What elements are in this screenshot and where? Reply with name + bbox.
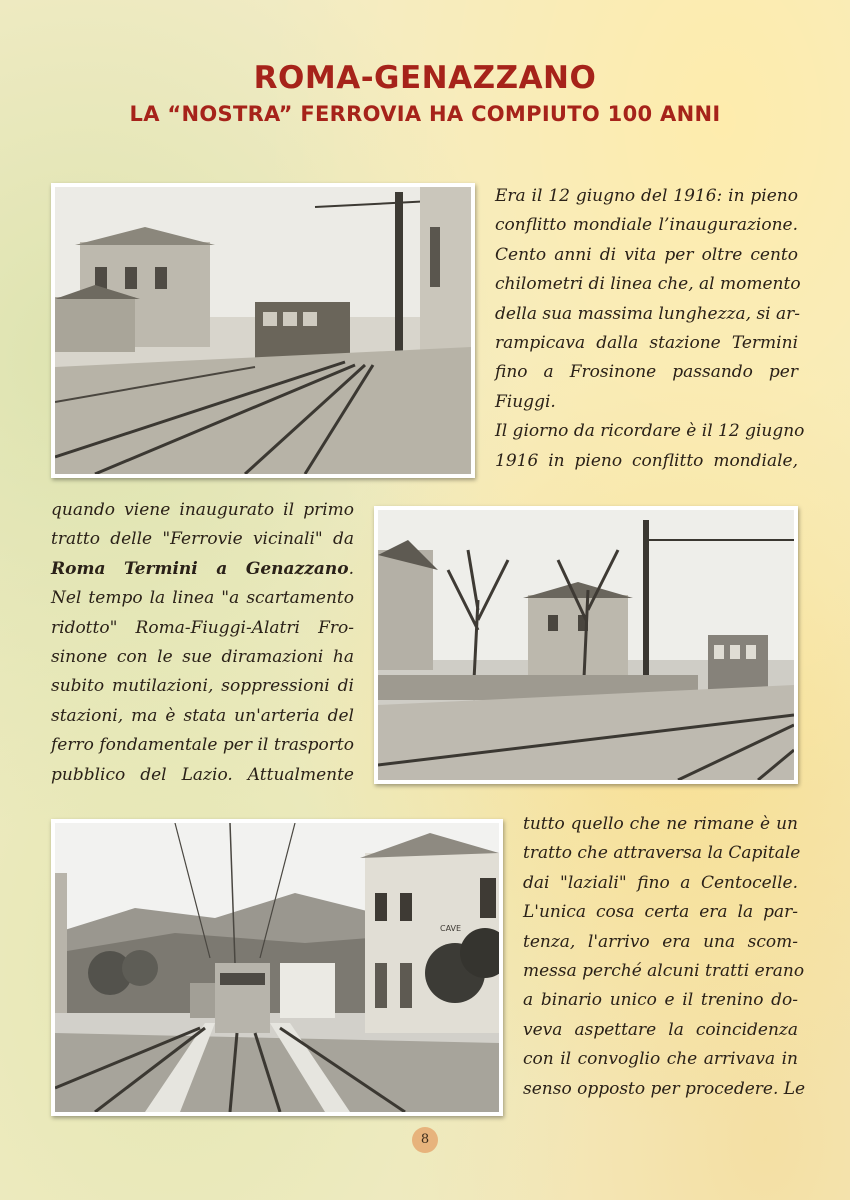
text-line: conflitto mondiale l’inaugurazione. (495, 215, 798, 236)
bold-route-name: Roma Termini a Genazzano (51, 558, 349, 579)
text-line: 1916 in pieno conflitto mondiale, (495, 450, 798, 471)
article-paragraph-3 (523, 810, 806, 1104)
text-line: senso opposto per procedere. Le (523, 1078, 806, 1099)
text-line: veva aspettare la coincidenza (523, 1019, 798, 1040)
text-line: sinone con le sue diramazioni ha (51, 647, 354, 668)
photo-old-station-tram-image (55, 187, 471, 474)
text-line: ridotto" Roma-Fiuggi-Alatri Fro- (51, 617, 354, 638)
text-line: ferro fondamentale per il trasporto (51, 735, 354, 756)
text-line: quando viene inaugurato il primo (51, 500, 354, 520)
text-line: tratto che attraversa la Capitale (523, 843, 801, 864)
photo-old-station-tram (51, 183, 475, 478)
text-line: Nel tempo la linea "a scartamento (51, 588, 354, 609)
text-line: subito mutilazioni, soppressioni di (51, 676, 354, 697)
page-number: 8 (412, 1127, 438, 1153)
station-name-sign: CAVE (440, 924, 462, 933)
text-line: a binario unico e il trenino do- (523, 990, 798, 1011)
text-line: Fiuggi. (495, 391, 556, 412)
photo-tram-trees (374, 506, 798, 784)
text-line: della sua massima lunghezza, si ar- (495, 303, 801, 324)
text-fragment: . (348, 558, 354, 579)
photo-cave-station-train-image (55, 823, 499, 1112)
text-line: tenza, l'arrivo era una scom- (523, 931, 798, 952)
text-line: L'unica cosa certa era la par- (523, 902, 798, 923)
page-title: ROMA-GENAZZANO (253, 60, 597, 96)
text-line: pubblico del Lazio. Attualmente (51, 764, 354, 785)
text-line: stazioni, ma è stata un'arteria del (51, 705, 354, 726)
text-line: Era il 12 giugno del 1916: in pieno (495, 186, 798, 206)
text-line: con il convoglio che arrivava in (523, 1049, 798, 1070)
text-line: tutto quello che ne rimane è un (523, 814, 798, 834)
text-line: fino a Frosinone passando per (495, 362, 798, 383)
text-line: rampicava dalla stazione Termini (495, 333, 798, 354)
text-line: Il giorno da ricordare è il 12 giugno (495, 421, 805, 442)
text-line-with-bold (51, 555, 354, 584)
text-line: messa perché alcuni tratti erano (523, 961, 805, 982)
text-line: tratto delle "Ferrovie vicinali" da (51, 529, 354, 550)
article-paragraph-2 (51, 496, 354, 790)
photo-cave-station-train (51, 819, 503, 1116)
article-paragraph-1 (495, 182, 805, 476)
photo-tram-trees-image (378, 510, 794, 780)
text-line: Cento anni di vita per oltre cento (495, 244, 798, 265)
page-subtitle: LA “NOSTRA” FERROVIA HA COMPIUTO 100 ANNI (129, 102, 721, 126)
text-line: dai "laziali" fino a Centocelle. (523, 872, 798, 893)
text-line: chilometri di linea che, al momento (495, 274, 801, 295)
